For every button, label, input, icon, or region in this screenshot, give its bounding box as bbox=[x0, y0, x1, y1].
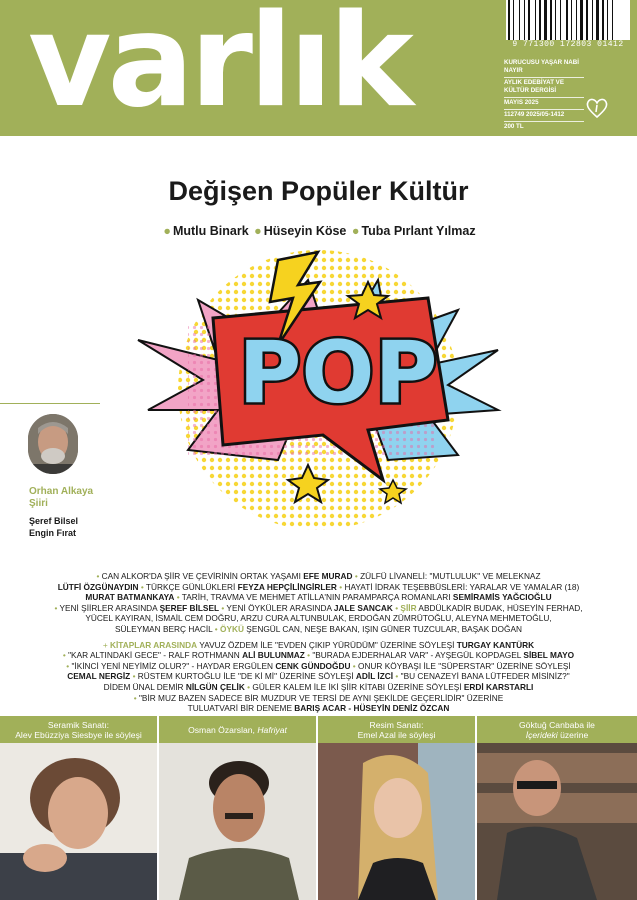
barcode-bar bbox=[555, 0, 556, 40]
bullet-icon: • bbox=[354, 571, 361, 581]
bullet-icon: • bbox=[247, 681, 253, 692]
bullet-icon: ● bbox=[254, 224, 262, 238]
photo-caption: Göktuğ Canbaba ile İçerideki üzerine bbox=[477, 716, 637, 743]
sidebar-divider bbox=[0, 403, 100, 404]
barcode-bar bbox=[542, 0, 543, 40]
contents-line: CEMAL NERGİZ • RÜSTEM KURTOĞLU İLE "DE Kİ Mİ" ÜZERİNE SÖYLEŞİ ADİL İZCİ • "BU CENAZEYİ BANA LÜTFEDER MİSİNİZ?" bbox=[67, 671, 570, 682]
bullet-icon: • bbox=[395, 671, 401, 682]
photo-inside bbox=[477, 716, 637, 900]
barcode-bar bbox=[607, 0, 608, 40]
photo-caption: Resim Sanatı: Emel Azal ile söyleşi bbox=[318, 716, 475, 743]
barcode-bar bbox=[531, 0, 534, 40]
photo-caption: Osman Özarslan, Hafriyat bbox=[159, 716, 316, 743]
contents-line: LÜTFİ ÖZGÜNAYDIN • TÜRKÇE GÜNLÜKLERİ FEYZA HEPÇİLİNGİRLER • HAYATİ İDRAK TEŞEBBÜSLERİ: YARALAR VE YAMALAR (18) bbox=[57, 581, 580, 592]
barcode-bar bbox=[612, 0, 613, 40]
author-1: Mutlu Binark bbox=[172, 224, 249, 238]
barcode-bar bbox=[605, 0, 606, 40]
contents-line: • "BİR MUZ BAZEN SADECE BİR MUZDUR VE TERSİ DE AYNI ŞEKİLDE GEÇERLİDİR" ÜZERİNE bbox=[133, 692, 504, 703]
bullet-icon: • bbox=[96, 571, 102, 581]
barcode-bar bbox=[576, 0, 577, 40]
barcode-bar bbox=[519, 0, 520, 40]
barcode-bar bbox=[589, 0, 591, 40]
photo-ceramic-art bbox=[0, 716, 157, 900]
barcode-bar bbox=[600, 0, 601, 40]
bullet-icon: + bbox=[102, 639, 110, 650]
barcode-bar bbox=[528, 0, 530, 40]
barcode-bar bbox=[560, 0, 561, 40]
barcode-bar bbox=[544, 0, 547, 40]
founder-line: KURUCUSU YAŞAR NABİ NAYIR bbox=[504, 58, 584, 78]
portrait-photo bbox=[0, 743, 157, 900]
bullet-icon: ● bbox=[351, 224, 360, 238]
barcode-bar bbox=[602, 0, 604, 40]
barcode-bar bbox=[586, 0, 588, 40]
author-2: Hüseyin Köse bbox=[263, 224, 347, 238]
featured-poet bbox=[29, 486, 93, 510]
author-portrait bbox=[28, 414, 78, 474]
featured-poet-name: Orhan Alkaya bbox=[29, 486, 94, 497]
portrait-photo bbox=[159, 743, 316, 900]
barcode bbox=[506, 0, 630, 40]
pop-word: POP bbox=[238, 323, 438, 423]
barcode-bar bbox=[596, 0, 599, 40]
barcode-bar bbox=[571, 0, 572, 40]
contents-line: DİDEM ÜNAL DEMİR NİLGÜN ÇELİK • GÜLER KALEM İLE İKİ ŞİİR KİTABI ÜZERİNE SÖYLEŞİ ERDİ KARSTARLI bbox=[103, 681, 534, 692]
photo-caption: Seramik Sanatı: Alev Ebüzziya Siesbye ile söyleşi bbox=[0, 716, 157, 743]
bullet-icon: • bbox=[54, 602, 60, 613]
featured-writers bbox=[29, 515, 78, 539]
barcode-bar bbox=[584, 0, 585, 40]
barcode-bar bbox=[535, 0, 536, 40]
bullet-icon: • bbox=[176, 592, 182, 603]
barcode-number: 9 771300 172803 01412 bbox=[512, 40, 624, 49]
barcode-bar bbox=[553, 0, 554, 40]
heart-logo-icon bbox=[585, 96, 609, 120]
barcode-bar bbox=[566, 0, 568, 40]
tagline: AYLIK EDEBİYAT VE KÜLTÜR DERGİSİ bbox=[504, 78, 584, 98]
photo-painting-art bbox=[318, 716, 475, 900]
barcode-bar bbox=[557, 0, 559, 40]
contents-line: TULUATVARİ BİR DENEME BARIŞ ACAR - HÜSEYİN DENİZ ÖZCAN bbox=[187, 703, 450, 714]
photo-hafriyat bbox=[159, 716, 316, 900]
cover-title: Değişen Popüler Kültür bbox=[168, 176, 469, 206]
bullet-icon: • bbox=[395, 602, 401, 613]
masthead-info bbox=[504, 58, 584, 133]
barcode-bar bbox=[562, 0, 565, 40]
barcode-bar bbox=[548, 0, 549, 40]
contents-line: YÜCEL KAYIRAN, İSMAİL CEM DOĞRU, ARZU CURA ALTUNBULAK, ERDOĞAN ZÜMRÜTOĞLU, ALEYNA MEHMETOĞLU, bbox=[85, 613, 552, 624]
portrait-photo bbox=[477, 743, 637, 900]
barcode-bar bbox=[524, 0, 525, 40]
contents-line: + KİTAPLAR ARASINDA YAVUZ ÖZDEM İLE "EVDEN ÇIKIP YÜRÜDÜM" ÜZERİNE SÖYLEŞİ TURGAY KANTÜRK bbox=[102, 639, 535, 650]
barcode-bar bbox=[526, 0, 527, 40]
barcode-bar bbox=[569, 0, 570, 40]
bullet-icon: • bbox=[133, 692, 139, 703]
barcode-bar bbox=[594, 0, 595, 40]
barcode-bar bbox=[550, 0, 552, 40]
barcode-bar bbox=[508, 0, 510, 40]
magazine-logo: varlık bbox=[28, 0, 410, 136]
barcode-bar bbox=[578, 0, 579, 40]
barcode-bar bbox=[511, 0, 512, 40]
pop-art-illustration bbox=[128, 240, 508, 540]
contents-line: • YENİ ŞİİRLER ARASINDA ŞEREF BİLSEL • YENİ ÖYKÜLER ARASINDA JALE SANCAK • ŞİİR ABDÜLKADİR BUDAK, HÜSEYİN FERHAD, bbox=[54, 602, 583, 613]
writer-2: Engin Fırat bbox=[29, 528, 76, 538]
featured-poet-label: Şiiri bbox=[29, 498, 48, 509]
issue-date: MAYIS 2025 bbox=[504, 98, 584, 110]
bullet-icon: • bbox=[307, 650, 313, 661]
contents-line: SÜLEYMAN BERÇ HACİL • ÖYKÜ ŞENGÜL CAN, NEŞE BAKAN, IŞIN GÜNER TUZCULAR, BAŞAK DOĞAN bbox=[115, 623, 522, 634]
bullet-icon: • bbox=[221, 602, 227, 613]
contents-list bbox=[14, 571, 623, 714]
bullet-icon: • bbox=[66, 660, 72, 671]
barcode-bar bbox=[521, 0, 523, 40]
bullet-icon: • bbox=[132, 671, 138, 682]
barcode-bar bbox=[513, 0, 514, 40]
barcode-bar bbox=[614, 0, 617, 40]
barcode-bar bbox=[537, 0, 538, 40]
issue-number: 112749 2025/05-1412 bbox=[504, 110, 584, 122]
writer-1: Şeref Bilsel bbox=[29, 516, 79, 526]
barcode-bar bbox=[573, 0, 575, 40]
bullet-icon: • bbox=[352, 660, 358, 671]
barcode-bar bbox=[580, 0, 583, 40]
portrait-photo bbox=[318, 743, 475, 900]
price: 200 TL bbox=[504, 123, 524, 130]
bullet-icon: • bbox=[62, 650, 69, 661]
contents-line: • "KAR ALTINDAKİ GECE" - RALF ROTHMANN ALİ BULUNMAZ • "BURADA EJDERHALAR VAR" - AYŞEGÜL KOPDAGEL SİBEL MAYO bbox=[62, 650, 575, 661]
barcode-bar bbox=[539, 0, 541, 40]
bullet-icon: • bbox=[339, 581, 345, 592]
cover-authors bbox=[0, 224, 637, 238]
photo-strip bbox=[0, 716, 637, 900]
author-3: Tuba Pırlant Yılmaz bbox=[361, 224, 476, 238]
contents-line: MURAT BATMANKAYA • TARİH, TRAVMA VE MEHMET ATİLLA'NIN PARAMPARÇA ROMANLARI SEMİRAMİS YAĞCIOĞLU bbox=[85, 592, 552, 603]
bullet-icon: • bbox=[140, 581, 146, 592]
barcode-bar bbox=[609, 0, 611, 40]
barcode-bar bbox=[592, 0, 593, 40]
barcode-bar bbox=[515, 0, 518, 40]
bullet-icon: • bbox=[214, 623, 220, 634]
contents-line: • CAN ALKOR'DA ŞİİR VE ÇEVİRİNİN ORTAK YAŞAMI EFE MURAD • ZÜLFÜ LİVANELİ: "MUTLULUK" VE MELEKNAZ bbox=[96, 571, 541, 581]
bullet-icon: ● bbox=[163, 224, 171, 238]
contents-line: • "İKİNCİ YENİ NEYİMİZ OLUR?" - HAYDAR ERGÜLEN CENK GÜNDOĞDU • ONUR KÖYBAŞI İLE "SÜPERSTAR" ÜZERİNE SÖYLEŞİ bbox=[66, 660, 571, 671]
